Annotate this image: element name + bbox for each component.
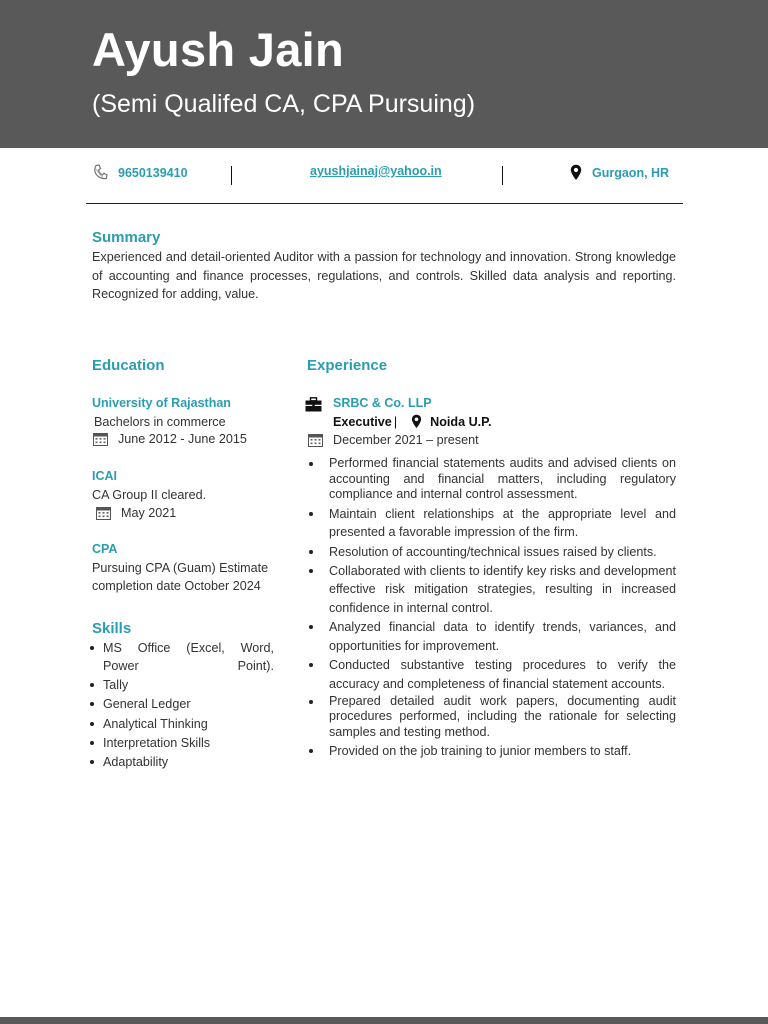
skills-heading: Skills [92, 620, 132, 637]
calendar-icon [96, 506, 111, 520]
experience-duties [307, 456, 676, 762]
duty-item: Maintain client relationships at the appropriate level and presented a favorable impression of the firm. [307, 505, 676, 542]
experience-role: Executive [333, 414, 392, 429]
phone-number[interactable]: 9650139410 [118, 165, 188, 180]
education-detail: Bachelors in commerce [94, 415, 226, 429]
calendar-icon [93, 432, 108, 446]
briefcase-icon [305, 397, 322, 412]
candidate-name: Ayush Jain [92, 23, 344, 76]
duty-item: Performed financial statements audits and advised clients on accounting and financial matters, including regulatory compliance and internal control assessment. [307, 456, 676, 503]
contact-rule [86, 203, 683, 204]
duty-item: Provided on the job training to junior members to staff. [307, 742, 676, 761]
duty-item: Conducted substantive testing procedures to verify the accuracy and completeness of financial statement accounts. [307, 656, 676, 693]
contact-divider [502, 166, 503, 185]
experience-role-line [333, 414, 491, 429]
date-text: June 2012 - June 2015 [118, 432, 247, 446]
skill-item: MS Office (Excel, Word, Power Point). [88, 639, 274, 675]
contact-divider [231, 166, 232, 185]
education-detail: Pursuing CPA (Guam) Estimate completion date October 2024 [92, 561, 269, 593]
calendar-icon [308, 433, 323, 447]
skill-item: General Ledger [88, 695, 274, 713]
duty-item: Resolution of accounting/technical issues raised by clients. [307, 543, 676, 562]
phone-icon [92, 164, 108, 181]
summary-text: Experienced and detail-oriented Auditor with a passion for technology and innovation. Strong knowledge of accounting and finance processes, regulations, and controls. Skilled data analysis and reporting. Recognized for adding, value. [92, 250, 676, 302]
skill-item: Adaptability [88, 753, 274, 771]
duty-item: Analyzed financial data to identify trends, variances, and opportunities for improvement. [307, 618, 676, 655]
experience-company: SRBC & Co. LLP [333, 396, 432, 410]
education-institution: ICAI [92, 469, 117, 483]
duty-item: Prepared detailed audit work papers, documenting audit procedures performed, including the rationale for selecting samples and testing method. [307, 694, 676, 741]
education-heading: Education [92, 357, 165, 374]
email-link[interactable]: ayushjainaj@yahoo.in [310, 164, 442, 178]
contact-email[interactable] [310, 164, 442, 178]
experience-location: Noida U.P. [430, 414, 492, 429]
summary-heading: Summary [92, 229, 161, 246]
location-pin-icon [570, 164, 582, 181]
experience-dates [308, 433, 479, 447]
skill-item: Tally [88, 676, 274, 694]
date-text: December 2021 – present [333, 433, 479, 447]
education-institution: CPA [92, 542, 118, 556]
date-text: May 2021 [121, 506, 177, 520]
education-detail: CA Group II cleared. [92, 488, 207, 502]
contact-row [0, 164, 768, 188]
education-date [93, 432, 247, 446]
footer-bar [0, 1017, 768, 1024]
skill-item: Interpretation Skills [88, 734, 274, 752]
role-separator: | [393, 414, 398, 429]
skills-list [88, 639, 274, 772]
education-institution: University of Rajasthan [92, 396, 231, 410]
location-text: Gurgaon, HR [592, 165, 670, 180]
education-date [96, 506, 176, 520]
skill-item: Analytical Thinking [88, 715, 274, 733]
location-pin-icon [411, 414, 422, 429]
contact-phone [92, 164, 188, 181]
header-band [0, 0, 768, 148]
candidate-subtitle: (Semi Qualifed CA, CPA Pursuing) [92, 90, 476, 118]
duty-item: Collaborated with clients to identify key risks and development effective risk mitigation strategies, resulting in increased confidence in internal control. [307, 562, 676, 618]
experience-heading: Experience [307, 357, 388, 374]
contact-location [570, 164, 669, 181]
